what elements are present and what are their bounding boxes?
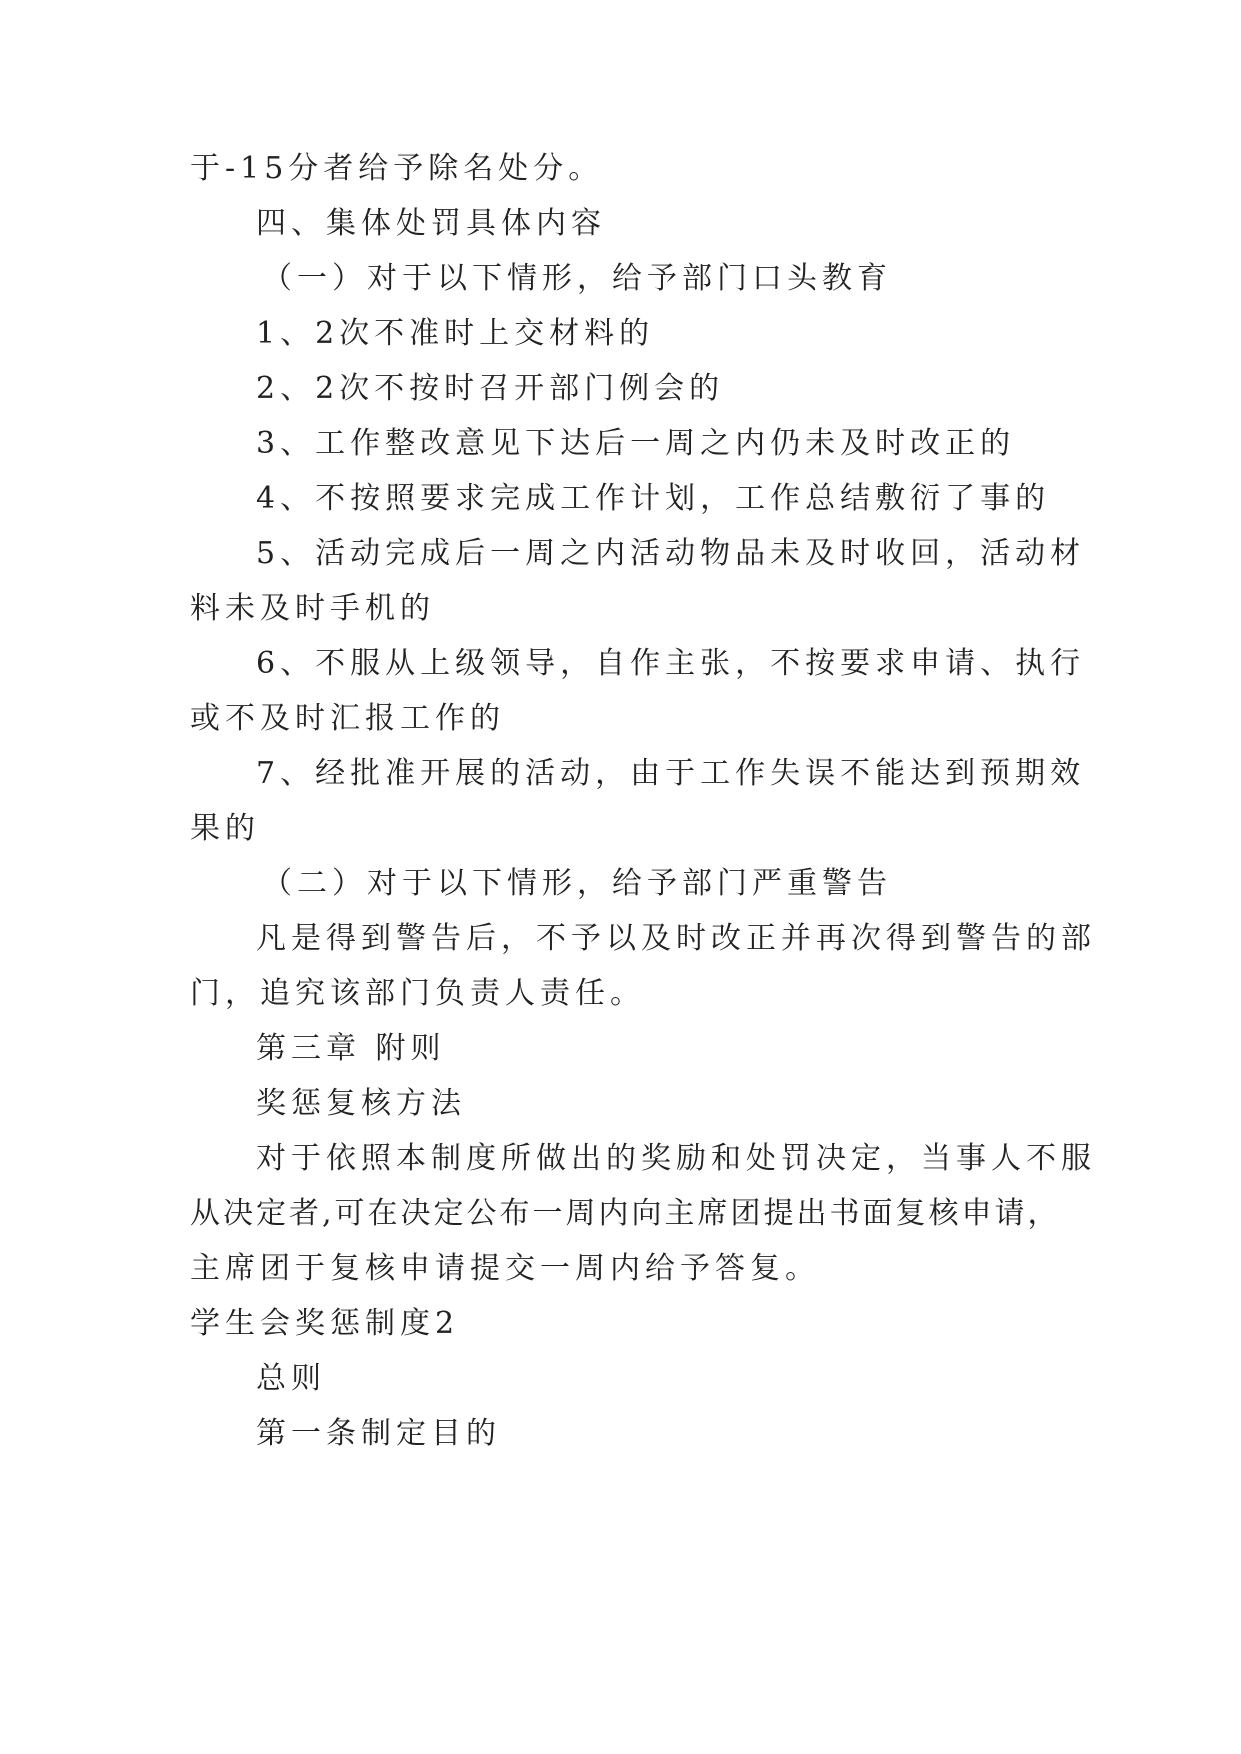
section-heading: 奖惩复核方法 — [256, 1086, 466, 1121]
paragraph-line: 主席团于复核申请提交一周内给予答复。 — [190, 1251, 820, 1286]
list-item-continuation: 果的 — [190, 811, 260, 846]
paragraph-line: 门，追究该部门负责人责任。 — [190, 976, 645, 1011]
list-item: 4、不按照要求完成工作计划，工作总结敷衍了事的 — [256, 481, 1051, 516]
paragraph-line: 凡是得到警告后，不予以及时改正并再次得到警告的部 — [256, 921, 1096, 956]
list-item: 5、活动完成后一周之内活动物品未及时收回，活动材 — [256, 536, 1086, 571]
list-item: 3、工作整改意见下达后一周之内仍未及时改正的 — [256, 426, 1016, 461]
list-item-continuation: 料未及时手机的 — [190, 591, 435, 626]
list-item: 7、经批准开展的活动，由于工作失误不能达到预期效 — [256, 756, 1086, 791]
list-item: 6、不服从上级领导，自作主张，不按要求申请、执行 — [256, 646, 1086, 681]
document-title: 学生会奖惩制度2 — [190, 1306, 460, 1341]
subsection-heading: （二）对于以下情形，给予部门严重警告 — [262, 866, 892, 901]
subsection-heading: （一）对于以下情形，给予部门口头教育 — [262, 261, 892, 296]
paragraph-line: 从决定者,可在决定公布一周内向主席团提出书面复核申请， — [190, 1196, 1061, 1231]
list-item-continuation: 或不及时汇报工作的 — [190, 701, 505, 736]
paragraph-line: 对于依照本制度所做出的奖励和处罚决定，当事人不服 — [256, 1141, 1096, 1176]
section-heading: 四、集体处罚具体内容 — [256, 206, 606, 241]
chapter-heading: 第三章 附则 — [256, 1031, 446, 1066]
section-heading: 总则 — [256, 1361, 326, 1396]
list-item: 1、2次不准时上交材料的 — [256, 316, 655, 351]
article-heading: 第一条制定目的 — [256, 1416, 501, 1451]
list-item: 2、2次不按时召开部门例会的 — [256, 371, 725, 406]
text-line: 于-15分者给予除名处分。 — [190, 151, 604, 186]
